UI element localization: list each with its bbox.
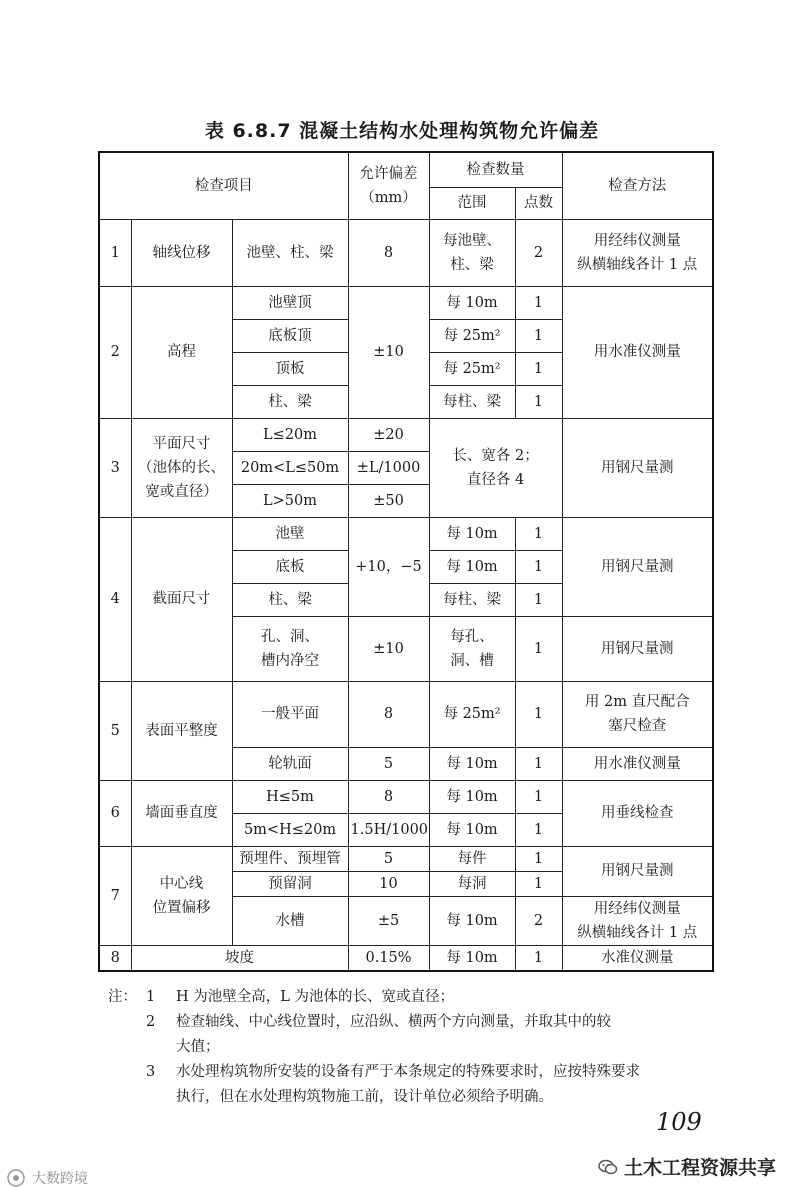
table-title: 表 6.8.7 混凝土结构水处理构筑物允许偏差 (204, 120, 600, 142)
item-name: 墙面垂直度 (131, 780, 232, 846)
tolerance-table (98, 151, 714, 972)
tolerance-value: 5 (348, 846, 429, 871)
check-points: 1 (515, 871, 562, 896)
table-row (99, 219, 713, 286)
check-range: 每 10m (429, 286, 515, 319)
tolerance-value: 0.15% (348, 945, 429, 971)
wechat-icon (598, 1157, 618, 1177)
watermark-left-text: 大数跨境 (32, 1171, 88, 1187)
sub-item: 孔、洞、 槽内净空 (232, 616, 348, 681)
tolerance-value: ±10 (348, 616, 429, 681)
item-name: 坡度 (131, 945, 348, 971)
tolerance-value: ±10 (348, 286, 429, 418)
tolerance-value: 5 (348, 747, 429, 780)
tolerance-value: 10 (348, 871, 429, 896)
row-number: 8 (99, 945, 131, 971)
check-range: 每 10m (429, 813, 515, 846)
note-text: 检查轴线、中心线位置时，应沿纵、横两个方向测量，并取其中的较 大值； (176, 1014, 611, 1055)
item-name: 表面平整度 (131, 681, 232, 780)
sub-item: 底板顶 (232, 319, 348, 352)
table-row (99, 286, 713, 319)
row-number: 4 (99, 517, 131, 681)
tolerance-value: ±20 (348, 418, 429, 451)
sub-item: H≤5m (232, 780, 348, 813)
check-range: 每 10m (429, 747, 515, 780)
check-points: 1 (515, 945, 562, 971)
tolerance-value: 8 (348, 219, 429, 286)
check-range: 每 10m (429, 945, 515, 971)
row-number: 3 (99, 418, 131, 517)
table-row (99, 517, 713, 550)
check-method: 用钢尺量测 (562, 418, 713, 517)
header-points: 点数 (515, 187, 562, 219)
check-points: 1 (515, 583, 562, 616)
item-name: 中心线 位置偏移 (131, 846, 232, 945)
check-range: 每件 (429, 846, 515, 871)
sub-item: 一般平面 (232, 681, 348, 747)
check-range: 每池壁、 柱、梁 (429, 219, 515, 286)
check-method: 用 2m 直尺配合 塞尺检查 (562, 681, 713, 747)
check-range: 每 10m (429, 896, 515, 945)
row-number: 2 (99, 286, 131, 418)
item-name: 平面尺寸 （池体的长、 宽或直径） (131, 418, 232, 517)
check-range: 每 25m² (429, 352, 515, 385)
check-method: 用钢尺量测 (562, 846, 713, 896)
check-method: 用经纬仪测量 纵横轴线各计 1 点 (562, 219, 713, 286)
note-text: 水处理构筑物所安装的设备有严于本条规定的特殊要求时，应按特殊要求 执行，但在水处理构筑物施工前，设计单位必须给予明确。 (176, 1064, 640, 1105)
check-points: 1 (515, 319, 562, 352)
check-method: 水准仪测量 (562, 945, 713, 971)
check-points: 2 (515, 896, 562, 945)
check-range: 每 10m (429, 780, 515, 813)
note-number: 3 (146, 1064, 156, 1080)
table-row (99, 780, 713, 813)
check-range: 每洞 (429, 871, 515, 896)
sub-item: 柱、梁 (232, 385, 348, 418)
sub-item: 池壁、柱、梁 (232, 219, 348, 286)
header-item: 检查项目 (99, 152, 348, 219)
note-number: 1 (146, 989, 156, 1005)
check-method: 用钢尺量测 (562, 616, 713, 681)
row-number: 6 (99, 780, 131, 846)
tolerance-value: +10，−5 (348, 517, 429, 616)
item-name: 轴线位移 (131, 219, 232, 286)
watermark-right-text: 土木工程资源共享 (624, 1157, 777, 1179)
tolerance-value: 1.5H/1000 (348, 813, 429, 846)
header-quantity: 检查数量 (429, 152, 562, 187)
note-item (108, 1010, 728, 1060)
sub-item: 柱、梁 (232, 583, 348, 616)
table-row (99, 681, 713, 747)
check-points: 1 (515, 352, 562, 385)
sub-item: 轮轨面 (232, 747, 348, 780)
row-number: 7 (99, 846, 131, 945)
check-points: 2 (515, 219, 562, 286)
check-points: 1 (515, 780, 562, 813)
header-method: 检查方法 (562, 152, 713, 219)
check-points: 1 (515, 385, 562, 418)
check-range: 长、宽各 2； 直径各 4 (429, 418, 562, 517)
sub-item: 池壁顶 (232, 286, 348, 319)
sub-item: L≤20m (232, 418, 348, 451)
sub-item: 底板 (232, 550, 348, 583)
sub-item: 5m<H≤20m (232, 813, 348, 846)
item-name: 截面尺寸 (131, 517, 232, 681)
tolerance-value: 8 (348, 780, 429, 813)
check-range: 每柱、梁 (429, 583, 515, 616)
check-range: 每 25m² (429, 319, 515, 352)
sub-item: 20m<L≤50m (232, 451, 348, 484)
item-name: 高程 (131, 286, 232, 418)
check-points: 1 (515, 813, 562, 846)
check-points: 1 (515, 616, 562, 681)
check-points: 1 (515, 517, 562, 550)
check-method: 用钢尺量测 (562, 517, 713, 616)
sub-item: 预埋件、预埋管 (232, 846, 348, 871)
watermark-right (598, 1153, 776, 1180)
tolerance-value: ±L/1000 (348, 451, 429, 484)
note-item (108, 1060, 728, 1110)
table-row (99, 418, 713, 451)
check-points: 1 (515, 286, 562, 319)
watermark-logo-icon (6, 1168, 26, 1188)
sub-item: 顶板 (232, 352, 348, 385)
tolerance-value: ±50 (348, 484, 429, 517)
check-range: 每 10m (429, 517, 515, 550)
row-number: 1 (99, 219, 131, 286)
check-method: 用经纬仪测量 纵横轴线各计 1 点 (562, 896, 713, 945)
note-item (108, 985, 728, 1010)
notes-prefix: 注： (108, 989, 137, 1005)
tolerance-value: 8 (348, 681, 429, 747)
table-row (99, 945, 713, 971)
page-number: 109 (656, 1108, 702, 1136)
header-range: 范围 (429, 187, 515, 219)
check-range: 每 25m² (429, 681, 515, 747)
header-tolerance: 允许偏差 （mm） (348, 152, 429, 219)
sub-item: 预留洞 (232, 871, 348, 896)
check-points: 1 (515, 846, 562, 871)
table-notes (108, 985, 728, 1110)
check-range: 每孔、 洞、槽 (429, 616, 515, 681)
watermark-left (6, 1168, 88, 1188)
sub-item: 池壁 (232, 517, 348, 550)
check-points: 1 (515, 681, 562, 747)
check-method: 用水准仪测量 (562, 286, 713, 418)
sub-item: L>50m (232, 484, 348, 517)
check-method: 用垂线检查 (562, 780, 713, 846)
check-method: 用水准仪测量 (562, 747, 713, 780)
check-range: 每 10m (429, 550, 515, 583)
check-range: 每柱、梁 (429, 385, 515, 418)
table-row (99, 846, 713, 871)
note-text: H 为池壁全高，L 为池体的长、宽或直径； (176, 989, 454, 1005)
note-number: 2 (146, 1014, 156, 1030)
sub-item: 水槽 (232, 896, 348, 945)
row-number: 5 (99, 681, 131, 780)
check-points: 1 (515, 747, 562, 780)
check-points: 1 (515, 550, 562, 583)
tolerance-value: ±5 (348, 896, 429, 945)
